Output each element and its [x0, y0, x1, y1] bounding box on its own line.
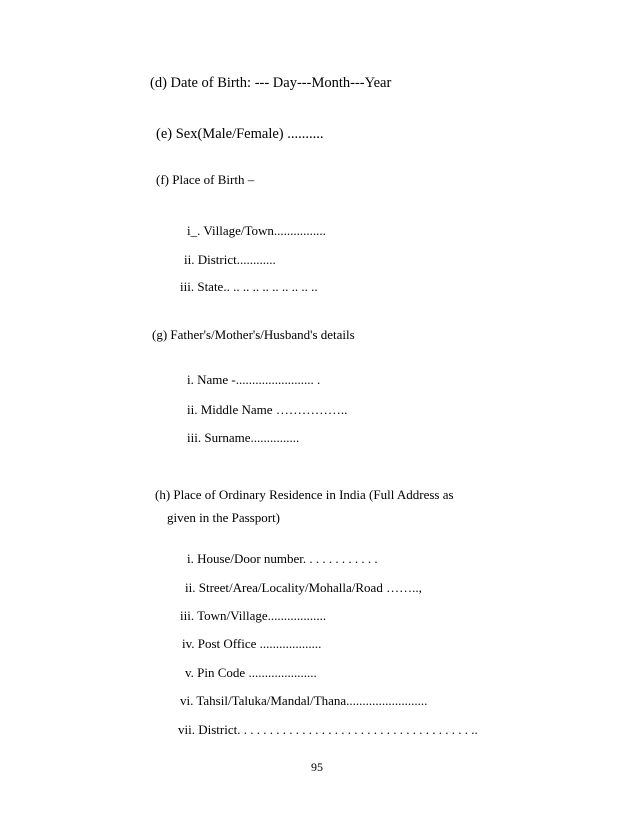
relative-middle-name-field: ii. Middle Name ……………..: [187, 402, 348, 417]
residence-heading-line-2: given in the Passport): [167, 510, 281, 525]
page-number: 95: [311, 760, 323, 774]
relative-details-heading: (g) Father's/Mother's/Husband's details: [152, 327, 355, 342]
village-town-field: i_. Village/Town................: [187, 223, 326, 238]
state-field: iii. State.. .. .. .. .. .. .. .. .. ..: [180, 279, 318, 294]
date-of-birth-field: (d) Date of Birth: --- Day---Month---Year: [150, 75, 392, 91]
tahsil-taluka-field: vi. Tahsil/Taluka/Mandal/Thana.........................: [180, 693, 428, 708]
residence-heading-line-1: (h) Place of Ordinary Residence in India (Full Address as: [155, 487, 454, 502]
street-area-field: ii. Street/Area/Locality/Mohalla/Road ……..,: [185, 580, 422, 595]
relative-surname-field: iii. Surname...............: [187, 430, 300, 445]
relative-name-field: i. Name -........................ .: [187, 372, 321, 387]
town-village-field: iii. Town/Village..................: [180, 608, 327, 623]
house-door-number-field: i. House/Door number. . . . . . . . . . . .: [187, 551, 378, 566]
place-of-birth-heading: (f) Place of Birth –: [156, 172, 255, 187]
pin-code-field: v. Pin Code .....................: [185, 665, 317, 680]
residence-district-field: vii. District. . . . . . . . . . . . . . . . . . . . . . . . . . . . . . . . . . . . ..: [178, 722, 478, 737]
post-office-field: iv. Post Office ...................: [182, 636, 322, 651]
sex-field: (e) Sex(Male/Female) ..........: [156, 126, 324, 142]
birth-district-field: ii. District............: [184, 252, 276, 267]
